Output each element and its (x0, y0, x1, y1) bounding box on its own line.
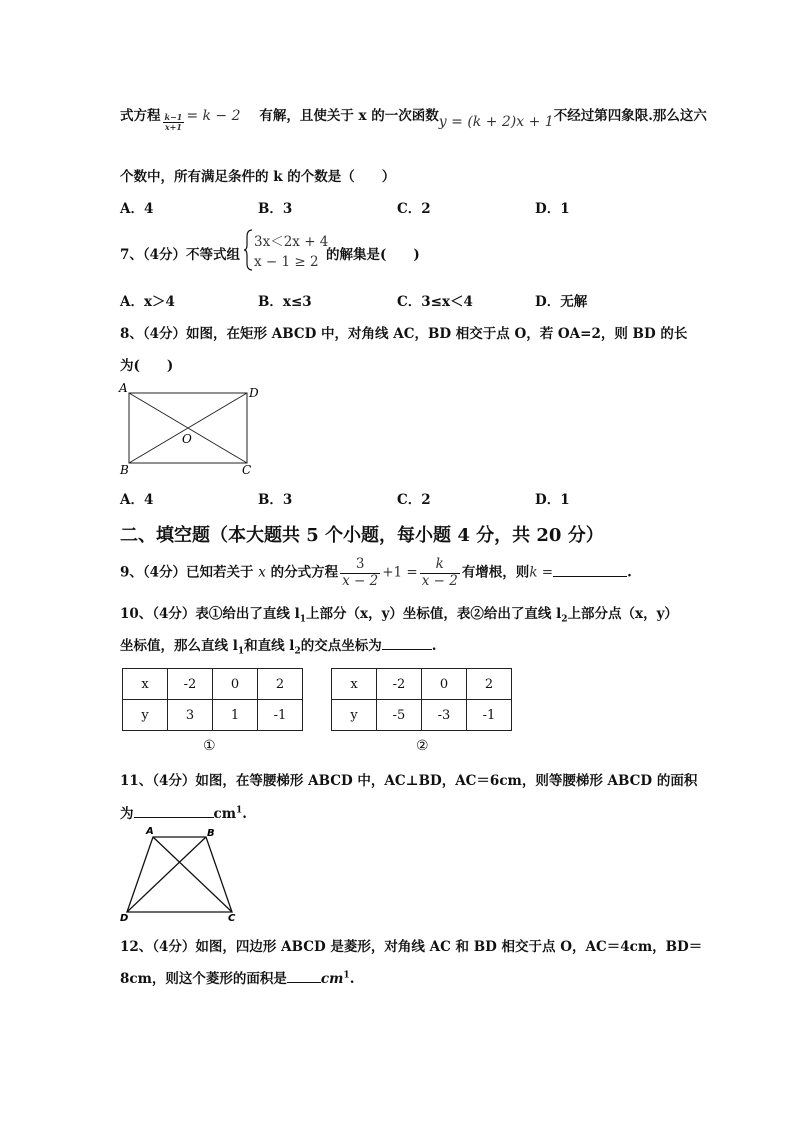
q11-label-c: C (228, 913, 236, 924)
q9-answer-blank[interactable] (553, 576, 627, 577)
table-cell: y (332, 700, 377, 731)
q12-unit: cm (320, 971, 344, 987)
table-cell: -5 (377, 700, 422, 731)
q10-line2 (120, 634, 436, 657)
q11-label-b: B (207, 828, 215, 839)
q8-option-a: A．4 (120, 492, 154, 508)
q8-option-b: B．3 (258, 492, 293, 508)
q9-num2: k (420, 557, 460, 574)
table-cell: x (332, 669, 377, 700)
q10-sub-1b: 1 (237, 646, 245, 657)
q9-suffix: 有增根，则 (461, 564, 530, 581)
table-cell: 0 (213, 669, 258, 700)
q9-k-eq: k = (529, 564, 554, 581)
q7-option-a: A．x＞4 (120, 294, 175, 310)
table-cell: x (123, 669, 168, 700)
table-row (332, 669, 512, 700)
table-cell: y (123, 700, 168, 731)
q8-line1: 8、（4分）如图，在矩形 ABCD 中，对角线 AC，BD 相交于点 O，若 OA=2，则 BD 的长 (120, 326, 688, 342)
q8-label-o: O (182, 432, 192, 446)
table-row (123, 700, 303, 731)
table-cell: 3 (168, 700, 213, 731)
q6-option-a: A．4 (120, 201, 154, 217)
q9-den2: x − 2 (421, 572, 458, 589)
q9-plus: +1 = (382, 564, 418, 581)
q11-sup: 1 (236, 805, 243, 816)
q9-fraction-1 (340, 557, 380, 589)
q11-line2 (120, 802, 247, 822)
q12-line1: 12、（4分）如图，四边形 ABCD 是菱形，对角线 AC 和 BD 相交于点 O，AC＝4cm，BD＝ (120, 939, 703, 955)
q6-frac-num: k−1 (164, 111, 183, 122)
q6-option-b: B．3 (258, 201, 293, 217)
table-cell: 0 (422, 669, 467, 700)
q10-sub-1: 1 (299, 614, 307, 625)
q11-trapezoid-figure (118, 824, 244, 924)
q7-inequality-2: x − 1 ≥ 2 (254, 254, 319, 270)
table-cell: -1 (467, 700, 512, 731)
q9-var-x: x (258, 564, 266, 581)
q11-label-a: A (146, 826, 154, 837)
q8-label-d: D (249, 386, 259, 400)
q12-line2 (120, 967, 354, 987)
q8-option-d: D．1 (535, 492, 570, 508)
q6-frac-den: x+1 (164, 122, 182, 132)
q7-inequality-1: 3x＜2x + 4 (254, 234, 329, 250)
table-cell: -2 (168, 669, 213, 700)
table-row (332, 700, 512, 731)
q12-answer-blank[interactable] (287, 982, 321, 983)
q9-den1: x − 2 (342, 572, 379, 589)
q7-suffix: 的解集是( ) (326, 247, 420, 263)
q6-frac-rhs: = k − 2 (186, 108, 241, 124)
q6-text-a: 式方程 (120, 108, 161, 124)
q7-option-d: D．无解 (535, 294, 588, 310)
q10-text-c: 上部分点（x，y） (567, 606, 678, 622)
q6-fraction (163, 113, 185, 132)
q10-table-1-label: ① (203, 738, 216, 754)
q10-end: . (431, 638, 437, 654)
q9-prefix: 9、（4分）已知若关于 (120, 564, 254, 581)
table-cell: -3 (422, 700, 467, 731)
q12-sup: 1 (343, 970, 350, 981)
q6-text-c: 不经过第四象限.那么这六 (553, 108, 707, 124)
q10-sub-2b: 2 (294, 646, 301, 657)
q9-line (120, 557, 632, 589)
q12-text-a: 8cm，则这个菱形的面积是 (120, 971, 287, 987)
q10-text-d: 坐标值，那么直线 l (120, 638, 238, 654)
q11-unit: cm (213, 806, 237, 822)
q11-end: . (242, 806, 247, 822)
q10-table-1 (122, 668, 303, 731)
q10-answer-blank[interactable] (382, 649, 432, 650)
table-cell: -2 (377, 669, 422, 700)
q10-sub-2: 2 (561, 614, 568, 625)
table-cell: 2 (258, 669, 303, 700)
q10-text-f: 的交点坐标为 (300, 638, 382, 654)
q10-text-b: 上部分（x，y）坐标值，表②给出了直线 l (306, 606, 562, 622)
q9-fraction-2 (420, 557, 460, 589)
q7-prefix: 7、（4分）不等式组 (120, 247, 241, 263)
q6-text-b: 有解，且使关于 x 的一次函数 (259, 108, 439, 124)
q10-text-a: 10、（4分）表①给出了直线 l (120, 606, 300, 622)
q10-table-2-label: ② (416, 738, 429, 754)
table-row (123, 669, 303, 700)
q10-table-2 (331, 668, 512, 731)
q8-line2: 为( ) (120, 358, 174, 374)
section-2-heading: 二、填空题（本大题共 5 个小题，每小题 4 分，共 20 分） (120, 525, 604, 546)
q11-line1: 11、（4分）如图，在等腰梯形 ABCD 中，AC⊥BD，AC＝6cm，则等腰梯形 ABCD 的面积 (120, 773, 698, 789)
q11-text-a: 为 (120, 806, 134, 822)
q12-end: . (349, 971, 355, 987)
q7-option-b: B．x≤3 (258, 294, 312, 310)
q11-label-d: D (120, 913, 129, 924)
q6-option-c: C．2 (397, 201, 431, 217)
q8-rectangle-figure (116, 380, 266, 480)
q8-option-c: C．2 (397, 492, 431, 508)
q8-label-b: B (120, 463, 129, 477)
q7-option-c: C．3≤x＜4 (397, 294, 473, 310)
q6-function: y = (k + 2)x + 1 (438, 114, 554, 130)
q10-text-e: 和直线 l (244, 638, 295, 654)
table-cell: 2 (467, 669, 512, 700)
q6-line1 (120, 104, 707, 132)
q6-line2: 个数中，所有满足条件的 k 的个数是（ ） (120, 169, 396, 185)
q9-num1: 3 (340, 557, 380, 574)
q10-line1 (120, 602, 678, 625)
q8-label-c: C (242, 463, 252, 477)
q9-mid: 的分式方程 (270, 564, 339, 581)
q11-answer-blank[interactable] (134, 817, 214, 818)
q7-brace-icon (244, 229, 254, 271)
q9-end: . (627, 564, 632, 581)
table-cell: -1 (258, 700, 303, 731)
q6-option-d: D．1 (535, 201, 570, 217)
table-cell: 1 (213, 700, 258, 731)
q8-label-a: A (119, 381, 128, 395)
